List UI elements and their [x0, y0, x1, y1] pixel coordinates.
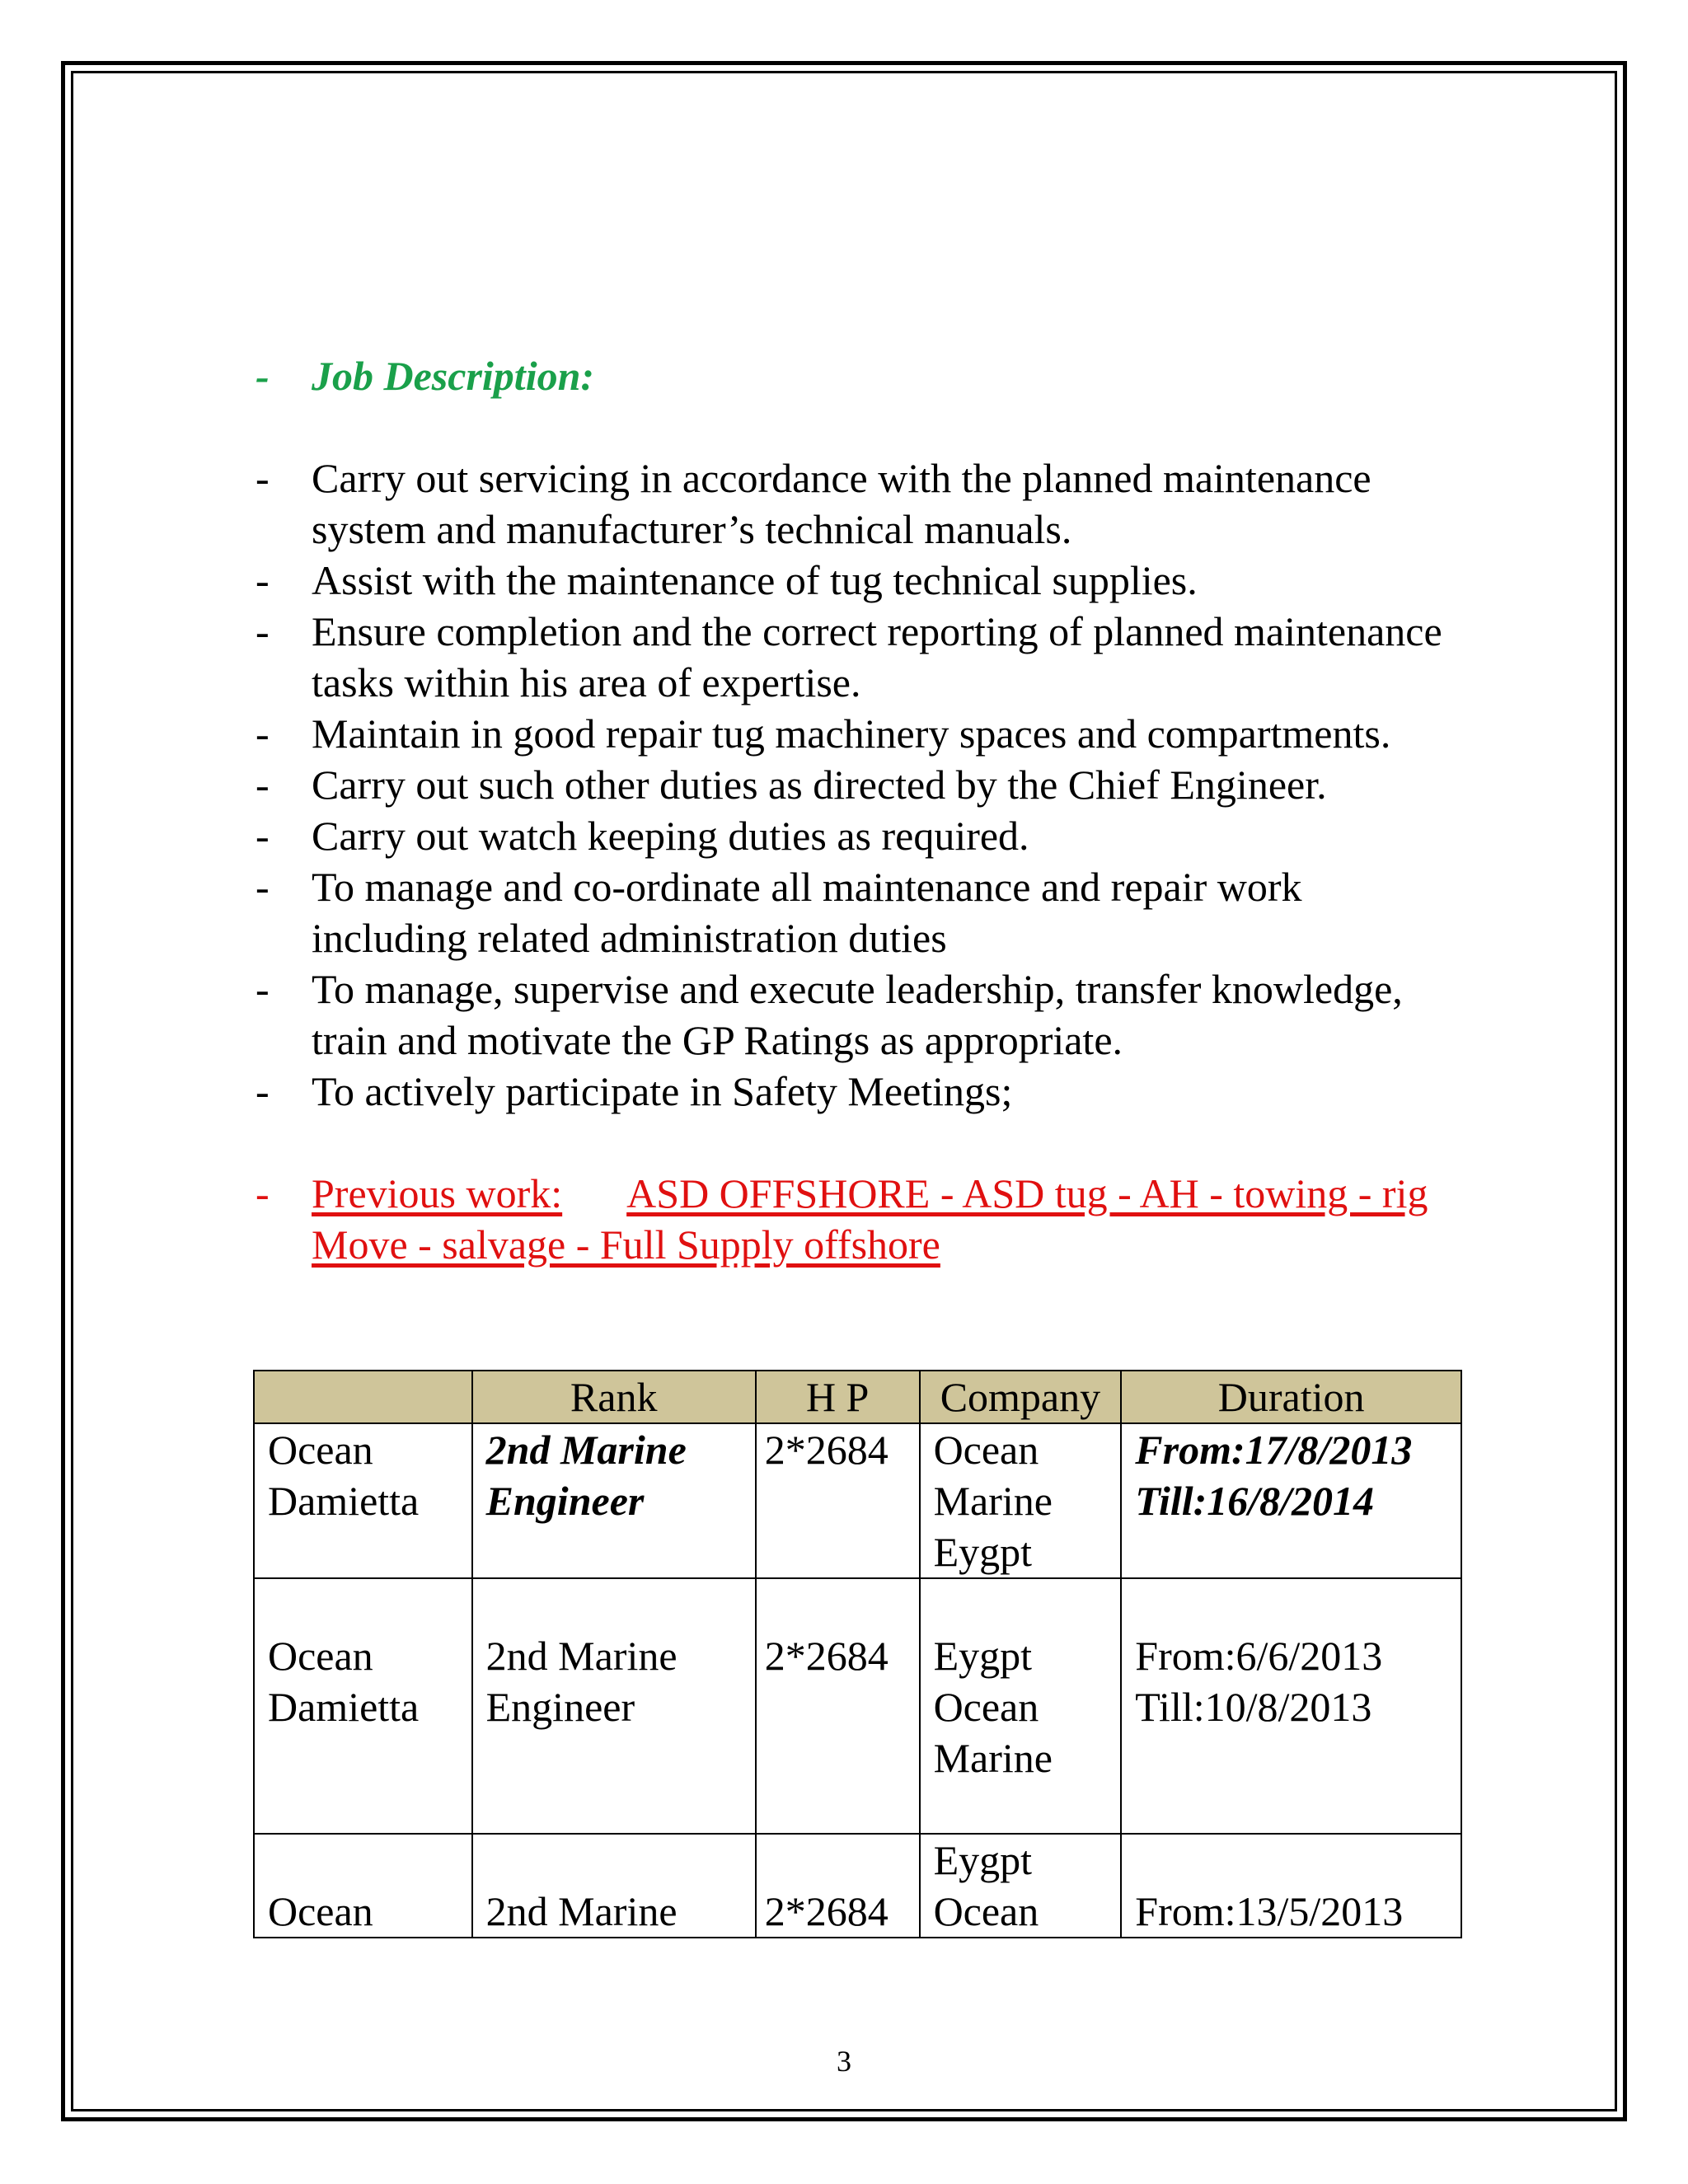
company-cell: Ocean Marine Eygpt	[920, 1423, 1122, 1578]
company-line: Ocean	[933, 1888, 1039, 1934]
rank-cell: 2nd Marine Engineer	[472, 1423, 756, 1578]
vessel-cell: Ocean Damietta	[254, 1423, 472, 1578]
duty-item	[256, 555, 1467, 606]
duty-item	[256, 606, 1467, 708]
duty-item	[256, 452, 1467, 555]
bullet-dash: -	[256, 813, 270, 859]
rank-cell: 2nd Marine Engineer	[472, 1578, 756, 1834]
bullet-dash: -	[256, 557, 270, 603]
table-row	[254, 1423, 1461, 1578]
header-vessel	[254, 1371, 472, 1423]
bullet-dash: -	[256, 455, 270, 501]
duration-cell	[1121, 1578, 1461, 1834]
duty-text: Carry out watch keeping duties as required.	[312, 813, 1029, 859]
header-company: Company	[920, 1371, 1122, 1423]
duty-text: To manage and co-ordinate all maintenance and repair work including related administration duties	[312, 864, 1302, 961]
duration-cell: From:13/5/2013	[1121, 1834, 1461, 1938]
company-cell	[920, 1834, 1122, 1938]
vessel-cell: Ocean Damietta	[254, 1578, 472, 1834]
hp-cell: 2*2684	[756, 1423, 920, 1578]
table-row	[254, 1578, 1461, 1834]
hp-cell: 2*2684	[756, 1834, 920, 1938]
duty-text: Carry out servicing in accordance with the planned maintenance system and manufacturer’s technical manuals.	[312, 455, 1372, 552]
duration-cell	[1121, 1423, 1461, 1578]
company-cell: Eygpt Ocean Marine	[920, 1578, 1122, 1834]
previous-work	[256, 1168, 1467, 1270]
bullet-dash: -	[256, 1170, 270, 1216]
job-description-heading	[256, 350, 1467, 401]
duration-till: Till:16/8/2014	[1135, 1478, 1375, 1524]
bullet-dash: -	[256, 864, 270, 910]
page-number: 3	[837, 2045, 851, 2078]
duty-text: Ensure completion and the correct reporting of planned maintenance tasks within his area of expertise.	[312, 608, 1442, 705]
duty-item	[256, 963, 1467, 1066]
duty-item	[256, 810, 1467, 861]
duty-item	[256, 861, 1467, 963]
previous-work-label: Previous work:	[312, 1170, 563, 1216]
duration-from: From:6/6/2013	[1135, 1633, 1383, 1679]
previous-work-text: ASD OFFSHORE - ASD tug - AH - towing - rig Move - salvage - Full Supply offshore	[312, 1170, 1428, 1268]
header-rank: Rank	[472, 1371, 756, 1423]
job-description-title: Job Description:	[312, 353, 595, 399]
duty-text: Assist with the maintenance of tug technical supplies.	[312, 557, 1198, 603]
bullet-dash: -	[256, 966, 270, 1012]
duration-from: From:17/8/2013	[1135, 1427, 1413, 1473]
header-hp: H P	[756, 1371, 920, 1423]
duty-text: To manage, supervise and execute leadership, transfer knowledge, train and motivate the GP Ratings as appropriate.	[312, 966, 1403, 1063]
hp-cell: 2*2684	[756, 1578, 920, 1834]
duty-text: To actively participate in Safety Meetings;	[312, 1068, 1013, 1114]
duty-text: Maintain in good repair tug machinery spaces and compartments.	[312, 710, 1391, 757]
header-duration: Duration	[1121, 1371, 1461, 1423]
duration-till: Till:10/8/2013	[1135, 1684, 1372, 1730]
table-row	[254, 1834, 1461, 1938]
bullet-dash: -	[256, 710, 270, 757]
bullet-dash: -	[256, 608, 270, 654]
bullet-dash: -	[256, 353, 270, 399]
duty-item	[256, 759, 1467, 810]
duty-text: Carry out such other duties as directed by the Chief Engineer.	[312, 762, 1327, 808]
rank-cell: 2nd Marine	[472, 1834, 756, 1938]
duty-item	[256, 708, 1467, 759]
duty-item	[256, 1066, 1467, 1117]
company-line: Eygpt	[933, 1837, 1032, 1883]
table-header-row	[254, 1371, 1461, 1423]
bullet-dash: -	[256, 1068, 270, 1114]
resume-content	[256, 350, 1467, 1270]
vessel-cell: Ocean	[254, 1834, 472, 1938]
experience-table	[253, 1370, 1462, 1938]
bullet-dash: -	[256, 762, 270, 808]
